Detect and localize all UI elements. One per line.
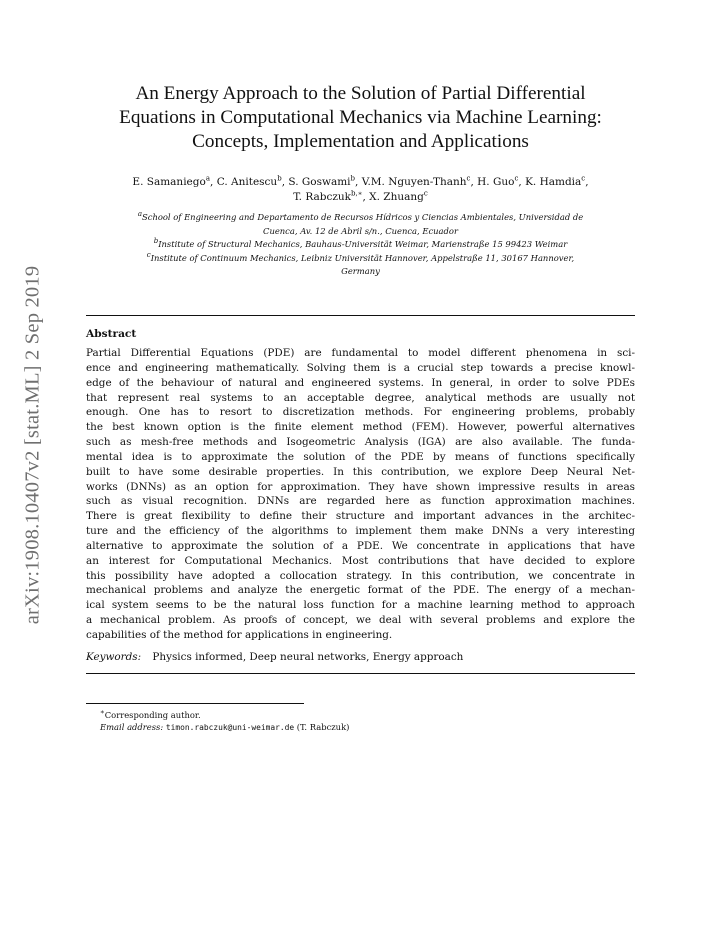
affiliation-text: Cuenca, Av. 12 de Abril s/n., Cuenca, Ecuador	[263, 225, 458, 236]
affiliation-line	[86, 225, 635, 239]
paper-page	[86, 0, 635, 735]
abstract-line: ical system seems to be the natural loss function for a machine learning method to approach	[86, 599, 635, 612]
affiliation-line	[86, 252, 635, 266]
abstract-line: alternative to approximate the solution of a PDE. We concentrate in applications that have	[86, 539, 635, 552]
abstract-heading: Abstract	[86, 327, 137, 340]
author-affil-mark: c	[581, 174, 586, 183]
arxiv-id-text: arXiv:1908.10407v2 [stat.ML] 2 Sep 2019	[21, 265, 44, 625]
abstract-bottom-rule	[86, 673, 635, 674]
affil-mark: b	[153, 237, 159, 246]
keywords-text: Physics informed, Deep neural networks, Energy approach	[152, 650, 464, 663]
abstract-line: such as mesh-free methods and Isogeometric Analysis (IGA) are also available. The funda-	[86, 436, 635, 449]
author-affil-mark: a	[205, 174, 210, 183]
author-affil-mark: b	[277, 174, 282, 183]
author-name: V.M. Nguyen-Thanh	[361, 176, 467, 188]
footnote-mark: ∗	[100, 708, 105, 717]
footnote-rule	[86, 703, 304, 704]
affiliation-text: Germany	[341, 266, 380, 277]
abstract-body	[86, 346, 635, 643]
title-line: An Energy Approach to the Solution of Partial Differential	[135, 83, 586, 104]
author-name: K. Hamdia	[525, 176, 582, 188]
author-separator: ,	[470, 176, 478, 188]
abstract-line: ence and engineering mathematically. Solving them is a crucial step towards a precise knowl-	[86, 361, 635, 374]
abstract-line: built to have some desirable properties. In this contribution, we explore Deep Neural Net-	[86, 465, 635, 478]
author-separator: ,	[355, 176, 362, 188]
author-list	[86, 175, 635, 205]
author-name: C. Anitescu	[216, 176, 278, 188]
abstract-line: Partial Differential Equations (PDE) are fundamental to model different phenomena in sci-	[86, 346, 635, 359]
author-separator: ,	[362, 191, 370, 203]
abstract-line: such as visual recognition. DNNs are regarded here as function approximation machines.	[86, 495, 635, 508]
abstract-line: mental idea is to approximate the solution of the PDE by means of functions specifically	[86, 450, 635, 463]
author-separator: ,	[210, 176, 217, 188]
title-line: Concepts, Implementation and Applications	[192, 131, 529, 152]
abstract-line: works (DNNs) as an option for approximation. They have shown impressive results in areas	[86, 480, 635, 493]
author-affil-mark: b	[350, 174, 356, 183]
affil-mark: a	[137, 210, 143, 219]
author-separator: ,	[281, 176, 289, 188]
affiliation-text: Institute of Structural Mechanics, Bauhaus-Universität Weimar, Marienstraße 15 99423 Weimar	[158, 239, 568, 250]
abstract-line: enough. One has to resort to discretization methods. For engineering problems, probably	[86, 406, 635, 419]
abstract-line: this possibility have adopted a collocation strategy. In this contribution, we concentrate in	[86, 569, 635, 582]
keywords	[86, 650, 635, 664]
abstract-line: capabilities of the method for applications in engineering.	[86, 629, 393, 641]
author-name: E. Samaniego	[132, 176, 206, 188]
email-label: Email address:	[100, 722, 164, 733]
affiliation-text: School of Engineering and Departamento de Recursos Hídricos y Ciencias Ambientales, Universidad de	[142, 212, 584, 222]
email-link[interactable]: timon.rabczuk@uni-weimar.de	[165, 723, 295, 733]
abstract-top-rule	[86, 315, 635, 316]
title-line: Equations in Computational Mechanics via Machine Learning:	[119, 107, 602, 128]
abstract-line: an interest for Computational Mechanics. Most contributions that have decided to explore	[86, 554, 635, 567]
author-name: H. Guo	[477, 176, 515, 188]
author-separator: ,	[585, 176, 589, 188]
author-name: S. Goswami	[288, 176, 351, 188]
affil-mark: c	[146, 250, 151, 259]
corresponding-author-note	[100, 709, 635, 722]
affiliation-line	[86, 238, 635, 252]
abstract-line: a mechanical problem. As proofs of concept, we deal with several problems and explore the	[86, 614, 635, 627]
keywords-label: Keywords:	[86, 650, 142, 663]
corresponding-text: Corresponding author.	[104, 709, 201, 720]
affiliation-line	[86, 211, 635, 225]
author-name: T. Rabczuk	[293, 191, 351, 203]
abstract-line: edge of the behaviour of natural and engineered systems. In general, in order to solve PDEs	[86, 376, 635, 389]
author-affil-mark: c	[423, 189, 428, 198]
affiliation-list	[86, 211, 635, 279]
author-affil-mark: c	[466, 174, 471, 183]
footnote	[86, 709, 635, 735]
author-separator: ,	[518, 176, 526, 188]
email-owner: (T. Rabczuk)	[296, 722, 350, 733]
affiliation-line	[86, 265, 635, 279]
author-line-1	[86, 175, 635, 190]
affiliation-text: Institute of Continuum Mechanics, Leibniz Universität Hannover, Appelstraße 11, 30167 Hannover,	[150, 252, 575, 263]
abstract-line: There is great flexibility to define their structure and important advances in the architec-	[86, 510, 635, 523]
author-affil-mark: b,∗	[351, 189, 363, 198]
abstract-line: the best known option is the finite element method (FEM). However, powerful alternatives	[86, 421, 635, 434]
paper-title	[86, 82, 635, 154]
author-name: X. Zhuang	[369, 191, 424, 203]
abstract-line: that represent real systems to an acceptable degree, analytical methods are usually not	[86, 391, 635, 404]
abstract-line: ture and the efficiency of the algorithms to implement them make DNNs a very interesting	[86, 525, 635, 538]
author-line-2	[86, 190, 635, 205]
email-note	[100, 721, 635, 735]
abstract-line: mechanical problems and analyze the energetic format of the PDE. The energy of a mechan-	[86, 584, 635, 597]
author-affil-mark: c	[514, 174, 519, 183]
arxiv-sidebar-identifier	[13, 250, 53, 640]
